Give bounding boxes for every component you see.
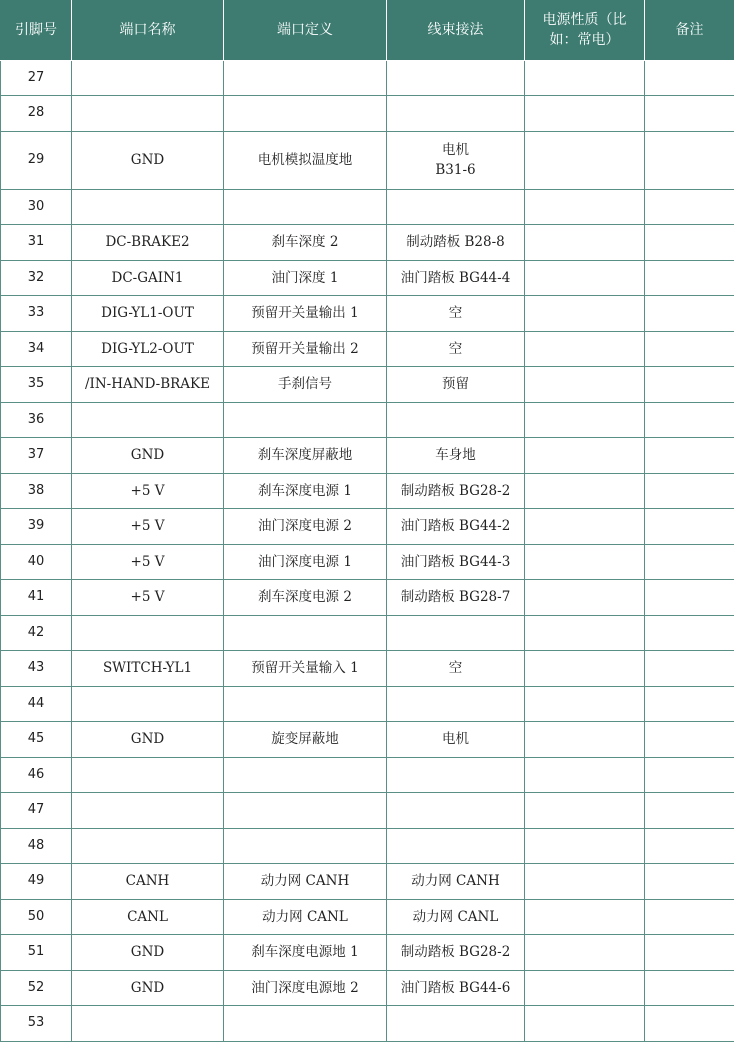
cell-power-type — [525, 473, 645, 509]
cell-port-name: DC-GAIN1 — [72, 260, 224, 296]
cell-wiring-line: 电机 — [442, 142, 469, 158]
cell-port-name: +5 V — [72, 473, 224, 509]
cell-pin-number: 46 — [1, 757, 72, 793]
cell-port-definition: 电机模拟温度地 — [224, 131, 387, 189]
cell-pin-number: 53 — [1, 1006, 72, 1042]
cell-port-definition — [224, 615, 387, 651]
table-row — [1, 60, 734, 96]
table-row — [1, 473, 734, 509]
cell-wiring — [387, 402, 525, 438]
cell-power-type — [525, 580, 645, 616]
cell-port-name: DC-BRAKE2 — [72, 225, 224, 261]
table-row — [1, 615, 734, 651]
cell-power-type — [525, 970, 645, 1006]
cell-power-type — [525, 793, 645, 829]
cell-power-type — [525, 60, 645, 96]
cell-pin-number: 31 — [1, 225, 72, 261]
cell-wiring: 油门踏板 BG44-4 — [387, 260, 525, 296]
cell-power-type — [525, 367, 645, 403]
cell-note — [645, 864, 734, 900]
cell-power-type — [525, 544, 645, 580]
table-row — [1, 260, 734, 296]
cell-port-definition — [224, 402, 387, 438]
cell-pin-number: 40 — [1, 544, 72, 580]
cell-port-definition — [224, 793, 387, 829]
cell-power-type — [525, 225, 645, 261]
cell-pin-number: 42 — [1, 615, 72, 651]
table-row — [1, 722, 734, 758]
cell-pin-number: 49 — [1, 864, 72, 900]
cell-port-name: /IN-HAND-BRAKE — [72, 367, 224, 403]
cell-wiring: 油门踏板 BG44-2 — [387, 509, 525, 545]
table-row — [1, 686, 734, 722]
table-row — [1, 793, 734, 829]
cell-note — [645, 935, 734, 971]
cell-power-type — [525, 722, 645, 758]
cell-wiring: 预留 — [387, 367, 525, 403]
cell-power-type — [525, 509, 645, 545]
cell-port-name: +5 V — [72, 544, 224, 580]
table-row — [1, 970, 734, 1006]
cell-pin-number: 43 — [1, 651, 72, 687]
cell-wiring: 空 — [387, 296, 525, 332]
cell-port-name: +5 V — [72, 580, 224, 616]
cell-port-definition: 刹车深度 2 — [224, 225, 387, 261]
table-row — [1, 935, 734, 971]
cell-note — [645, 580, 734, 616]
cell-power-type — [525, 651, 645, 687]
cell-pin-number: 29 — [1, 131, 72, 189]
cell-pin-number: 51 — [1, 935, 72, 971]
cell-pin-number: 30 — [1, 189, 72, 225]
cell-port-name — [72, 615, 224, 651]
cell-pin-number: 47 — [1, 793, 72, 829]
cell-note — [645, 367, 734, 403]
cell-power-type — [525, 757, 645, 793]
header-port-definition: 端口定义 — [224, 0, 387, 60]
cell-port-definition: 预留开关量输出 2 — [224, 331, 387, 367]
cell-note — [645, 828, 734, 864]
cell-power-type — [525, 331, 645, 367]
cell-power-type — [525, 189, 645, 225]
table-row — [1, 828, 734, 864]
cell-port-name — [72, 96, 224, 132]
header-power-type: 电源性质（比如：常电） — [525, 0, 645, 60]
cell-note — [645, 1006, 734, 1042]
cell-wiring: 空 — [387, 331, 525, 367]
cell-port-definition: 油门深度电源 1 — [224, 544, 387, 580]
cell-wiring: 制动踏板 BG28-2 — [387, 473, 525, 509]
cell-power-type — [525, 131, 645, 189]
cell-power-type — [525, 899, 645, 935]
cell-wiring-line: B31-6 — [435, 162, 476, 178]
cell-port-definition: 油门深度 1 — [224, 260, 387, 296]
cell-port-name — [72, 793, 224, 829]
cell-wiring — [387, 757, 525, 793]
cell-wiring: 空 — [387, 651, 525, 687]
table-row — [1, 757, 734, 793]
cell-power-type — [525, 864, 645, 900]
cell-wiring — [387, 686, 525, 722]
cell-pin-number: 34 — [1, 331, 72, 367]
cell-note — [645, 686, 734, 722]
table-row — [1, 367, 734, 403]
cell-port-definition: 预留开关量输入 1 — [224, 651, 387, 687]
cell-pin-number: 37 — [1, 438, 72, 474]
cell-wiring: 制动踏板 BG28-2 — [387, 935, 525, 971]
cell-power-type — [525, 260, 645, 296]
cell-note — [645, 722, 734, 758]
header-note: 备注 — [645, 0, 734, 60]
cell-wiring — [387, 615, 525, 651]
cell-power-type — [525, 828, 645, 864]
cell-power-type — [525, 615, 645, 651]
cell-power-type — [525, 1006, 645, 1042]
cell-port-name — [72, 1006, 224, 1042]
cell-wiring — [387, 828, 525, 864]
cell-port-definition: 旋变屏蔽地 — [224, 722, 387, 758]
cell-port-definition — [224, 828, 387, 864]
cell-note — [645, 438, 734, 474]
cell-note — [645, 296, 734, 332]
cell-port-name: CANL — [72, 899, 224, 935]
header-port-name: 端口名称 — [72, 0, 224, 60]
cell-power-type — [525, 402, 645, 438]
table-row — [1, 580, 734, 616]
cell-wiring: 油门踏板 BG44-3 — [387, 544, 525, 580]
cell-wiring — [387, 60, 525, 96]
table-row — [1, 331, 734, 367]
cell-pin-number: 33 — [1, 296, 72, 332]
cell-wiring: 电机 — [387, 722, 525, 758]
cell-port-name: +5 V — [72, 509, 224, 545]
cell-wiring — [387, 793, 525, 829]
cell-port-name: GND — [72, 131, 224, 189]
cell-port-name: GND — [72, 722, 224, 758]
table-header — [1, 0, 734, 60]
cell-wiring: 制动踏板 B28-8 — [387, 225, 525, 261]
table-row — [1, 131, 734, 189]
cell-port-definition — [224, 686, 387, 722]
cell-port-definition: 油门深度电源 2 — [224, 509, 387, 545]
cell-pin-number: 52 — [1, 970, 72, 1006]
cell-note — [645, 757, 734, 793]
cell-note — [645, 260, 734, 296]
cell-note — [645, 509, 734, 545]
cell-power-type — [525, 96, 645, 132]
cell-note — [645, 189, 734, 225]
cell-pin-number: 35 — [1, 367, 72, 403]
cell-note — [645, 473, 734, 509]
cell-power-type — [525, 935, 645, 971]
cell-port-definition — [224, 189, 387, 225]
cell-pin-number: 48 — [1, 828, 72, 864]
cell-pin-number: 32 — [1, 260, 72, 296]
cell-pin-number: 39 — [1, 509, 72, 545]
header-pin-number: 引脚号 — [1, 0, 72, 60]
table-row — [1, 189, 734, 225]
cell-power-type — [525, 438, 645, 474]
cell-power-type — [525, 296, 645, 332]
cell-port-definition: 动力网 CANL — [224, 899, 387, 935]
cell-wiring — [387, 1006, 525, 1042]
cell-port-definition: 动力网 CANH — [224, 864, 387, 900]
cell-note — [645, 544, 734, 580]
cell-wiring: 制动踏板 BG28-7 — [387, 580, 525, 616]
cell-port-name: GND — [72, 935, 224, 971]
cell-port-definition: 预留开关量输出 1 — [224, 296, 387, 332]
cell-port-name: CANH — [72, 864, 224, 900]
cell-wiring — [387, 96, 525, 132]
cell-note — [645, 615, 734, 651]
table-row — [1, 296, 734, 332]
header-wiring: 线束接法 — [387, 0, 525, 60]
table-row — [1, 96, 734, 132]
table-row — [1, 225, 734, 261]
cell-wiring: 车身地 — [387, 438, 525, 474]
cell-port-definition — [224, 1006, 387, 1042]
cell-wiring: 动力网 CANL — [387, 899, 525, 935]
cell-power-type — [525, 686, 645, 722]
cell-pin-number: 36 — [1, 402, 72, 438]
cell-note — [645, 131, 734, 189]
cell-port-name — [72, 828, 224, 864]
cell-note — [645, 651, 734, 687]
cell-note — [645, 60, 734, 96]
cell-port-name — [72, 60, 224, 96]
cell-note — [645, 225, 734, 261]
cell-pin-number: 28 — [1, 96, 72, 132]
table-row — [1, 509, 734, 545]
cell-port-name — [72, 757, 224, 793]
cell-port-definition: 刹车深度电源地 1 — [224, 935, 387, 971]
cell-wiring — [387, 189, 525, 225]
cell-port-definition — [224, 757, 387, 793]
cell-pin-number: 45 — [1, 722, 72, 758]
cell-pin-number: 41 — [1, 580, 72, 616]
cell-wiring: 动力网 CANH — [387, 864, 525, 900]
cell-port-name: SWITCH-YL1 — [72, 651, 224, 687]
cell-port-name: DIG-YL2-OUT — [72, 331, 224, 367]
cell-port-name: DIG-YL1-OUT — [72, 296, 224, 332]
cell-port-name — [72, 686, 224, 722]
table-row — [1, 438, 734, 474]
cell-port-definition — [224, 96, 387, 132]
cell-pin-number: 38 — [1, 473, 72, 509]
cell-port-definition: 油门深度电源地 2 — [224, 970, 387, 1006]
cell-port-name — [72, 189, 224, 225]
table-row — [1, 899, 734, 935]
header-row — [1, 0, 734, 60]
cell-port-name: GND — [72, 970, 224, 1006]
cell-port-definition: 刹车深度电源 2 — [224, 580, 387, 616]
cell-note — [645, 96, 734, 132]
cell-port-definition: 刹车深度屏蔽地 — [224, 438, 387, 474]
cell-note — [645, 331, 734, 367]
cell-wiring: 油门踏板 BG44-6 — [387, 970, 525, 1006]
cell-pin-number: 44 — [1, 686, 72, 722]
cell-note — [645, 402, 734, 438]
cell-port-name — [72, 402, 224, 438]
table-row — [1, 402, 734, 438]
cell-port-definition: 手刹信号 — [224, 367, 387, 403]
cell-pin-number: 50 — [1, 899, 72, 935]
cell-port-name: GND — [72, 438, 224, 474]
table-row — [1, 544, 734, 580]
cell-wiring — [387, 131, 525, 189]
cell-note — [645, 899, 734, 935]
cell-pin-number: 27 — [1, 60, 72, 96]
cell-port-definition — [224, 60, 387, 96]
table-row — [1, 864, 734, 900]
cell-note — [645, 793, 734, 829]
table-row — [1, 651, 734, 687]
cell-port-definition: 刹车深度电源 1 — [224, 473, 387, 509]
cell-note — [645, 970, 734, 1006]
table-body — [1, 60, 734, 1041]
table-row — [1, 1006, 734, 1042]
